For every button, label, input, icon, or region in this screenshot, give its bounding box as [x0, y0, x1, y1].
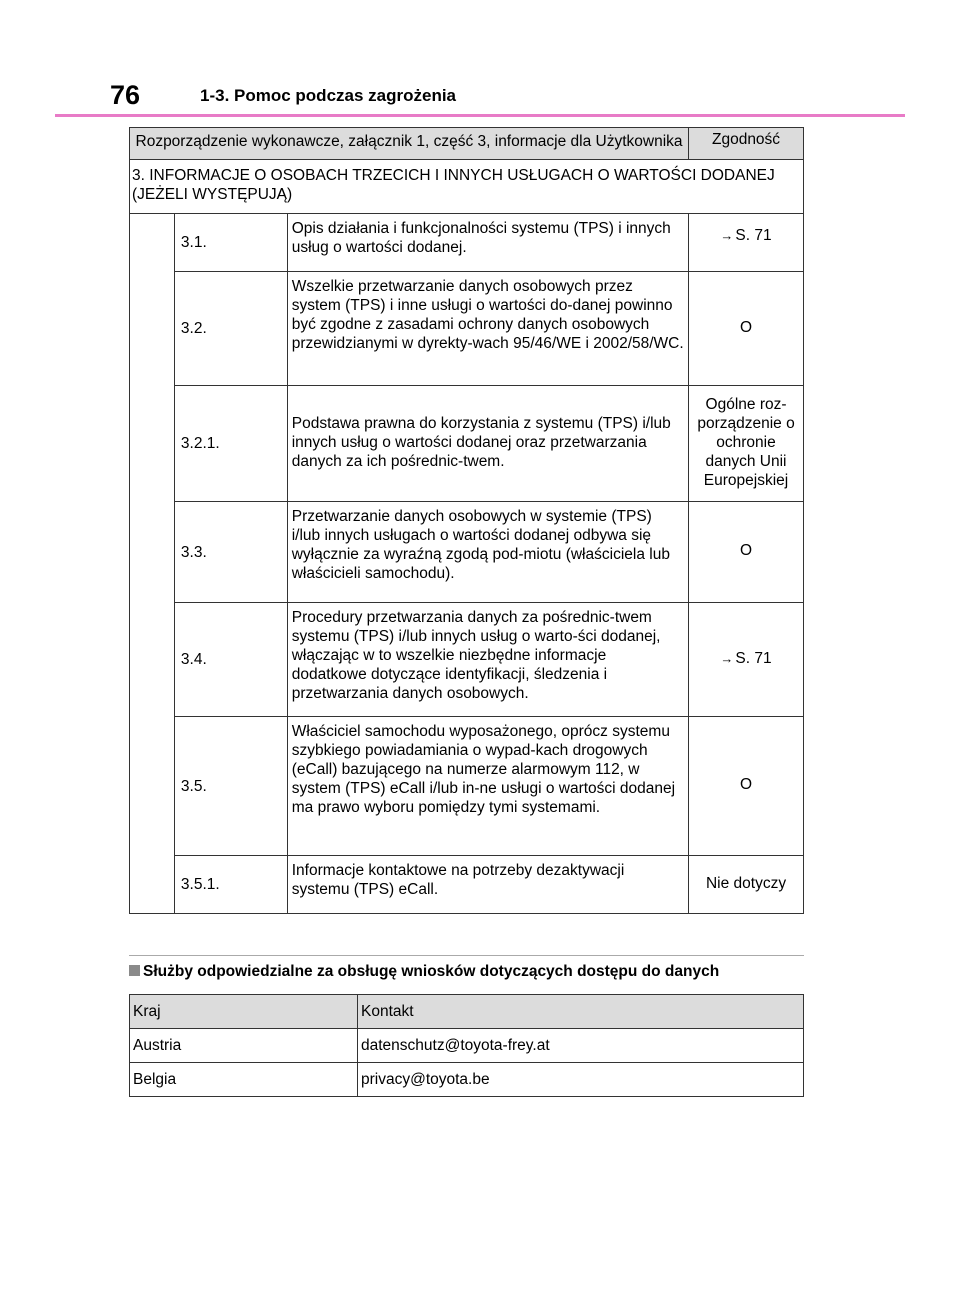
arrow-right-icon: → [720, 650, 734, 666]
page-header [55, 78, 905, 118]
table-header-row [130, 128, 804, 160]
page-reference: S. 71 [735, 649, 772, 667]
contact-cell: privacy@toyota.be [358, 1063, 804, 1097]
row-number: 3.2. [174, 272, 287, 386]
row-description: Procedury przetwarzania danych za pośrednic-twem systemu (TPS) i/lub innych usług o warto-ści dodanej, włączając w to wszelkie niezbędne informacje dodatkowe dotyczące identyfikacji, śledzenia i przetwarzania danych osobowych. [287, 603, 688, 717]
header-country: Kraj [130, 995, 358, 1029]
table-row [130, 1063, 804, 1097]
table-row [130, 856, 804, 914]
section-row [130, 160, 804, 214]
section-divider [129, 955, 804, 956]
row-compliance [689, 603, 804, 717]
table-row [130, 603, 804, 717]
contact-cell: datenschutz@toyota-frey.at [358, 1029, 804, 1063]
row-compliance: O [689, 272, 804, 386]
subheading [129, 962, 719, 982]
country-cell: Austria [130, 1029, 358, 1063]
row-description: Informacje kontaktowe na potrzeby dezaktywacji systemu (TPS) eCall. [287, 856, 688, 914]
row-description: Opis działania i funkcjonalności systemu (TPS) i innych usług o wartości dodanej. [287, 214, 688, 272]
row-number: 3.2.1. [174, 386, 287, 502]
section-title-cell: 3. INFORMACJE O OSOBACH TRZECICH I INNYCH USŁUGACH O WARTOŚCI DODANEJ (JEŻELI WYSTĘPUJĄ) [130, 160, 804, 214]
row-description: Wszelkie przetwarzanie danych osobowych przez system (TPS) i inne usługi o wartości do-danej powinno być zgodne z zasadami ochrony danych osobowych przewidzianymi w dyrekty-wach 95/46/WE i 2002/58/WC. [287, 272, 688, 386]
row-number: 3.4. [174, 603, 287, 717]
section-title: 1-3. Pomoc podczas zagrożenia [200, 86, 457, 105]
row-compliance: Nie dotyczy [689, 856, 804, 914]
row-compliance [689, 214, 804, 272]
square-bullet-icon [129, 965, 140, 976]
arrow-right-icon: → [720, 228, 734, 243]
header-compliance: Zgodność [689, 128, 804, 160]
row-description: Przetwarzanie danych osobowych w systemie (TPS) i/lub innych usługach o wartości dodanej odbywa się wyłącznie za wyraźną zgodą pod-miotu (właściciela lub właścicieli samochodu). [287, 502, 688, 603]
table-header-row [130, 995, 804, 1029]
table-row [130, 1029, 804, 1063]
country-cell: Belgia [130, 1063, 358, 1097]
row-description: Podstawa prawna do korzystania z systemu (TPS) i/lub innych usług o wartości dodanej oraz przetwarzania danych za ich pośrednic-twem. [287, 386, 688, 502]
table-row [130, 386, 804, 502]
page-number: 76 [110, 80, 141, 110]
row-number: 3.3. [174, 502, 287, 603]
table-row [130, 272, 804, 386]
header-regulation: Rozporządzenie wykonawcze, załącznik 1, część 3, informacje dla Użytkownika [130, 128, 689, 160]
compliance-table [129, 127, 804, 914]
header-divider [55, 114, 905, 117]
table-row [130, 502, 804, 603]
subheading-text: Służby odpowiedzialne za obsługę wniosków dotyczących dostępu do danych [143, 963, 720, 980]
header-contact: Kontakt [358, 995, 804, 1029]
indent-cell [130, 214, 175, 914]
row-compliance: O [689, 502, 804, 603]
row-number: 3.5.1. [174, 856, 287, 914]
row-description: Właściciel samochodu wyposażonego, oprócz systemu szybkiego powiadamiania o wypad-kach drogowych (eCall) bazującego na numerze alarmowym 112, w system (TPS) eCall i/lub in-ne usługi o wartości dodanej ma prawo wyboru pomiędzy tymi systemami. [287, 717, 688, 856]
row-number: 3.5. [174, 717, 287, 856]
table-row [130, 214, 804, 272]
row-number: 3.1. [174, 214, 287, 272]
table-row [130, 717, 804, 856]
page-reference: S. 71 [735, 227, 772, 244]
row-compliance: O [689, 717, 804, 856]
row-compliance: Ogólne roz-porządzenie o ochronie danych Unii Europejskiej [689, 386, 804, 502]
contact-table [129, 994, 804, 1097]
